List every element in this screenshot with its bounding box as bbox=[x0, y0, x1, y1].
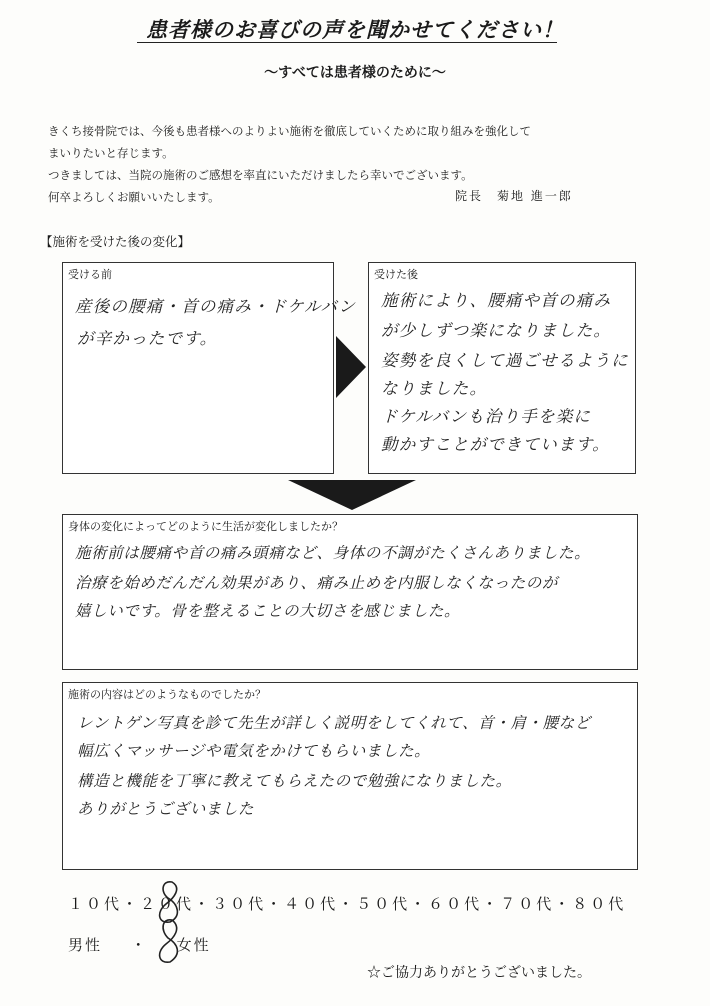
age-option[interactable]: ５０代 bbox=[356, 895, 411, 913]
thanks-message: ☆ご協力ありがとうございました。 bbox=[367, 965, 591, 981]
question-2-label: 施術の内容はどのようなものでしたか？ bbox=[68, 688, 266, 701]
intro-line: きくち接骨院では、今後も患者様へのよりよい施術を徹底していくために取り組みを強化して bbox=[48, 124, 531, 138]
director-signature: 院長 菊地 進一郎 bbox=[455, 189, 573, 203]
gender-selection-circle-icon bbox=[150, 916, 190, 966]
after-line: 姿勢を良くして過ごせるように bbox=[381, 351, 629, 370]
after-box bbox=[368, 262, 636, 474]
separator: ・ bbox=[554, 895, 573, 913]
intro-line: 何卒よろしくお願いいたします。 bbox=[48, 190, 220, 204]
age-option[interactable]: ８０代 bbox=[572, 895, 627, 913]
before-label: 受ける前 bbox=[68, 268, 112, 281]
arrow-down-icon bbox=[288, 480, 416, 510]
intro-line: つきましては、当院の施術のご感想を率直にいただけましたら幸いでございます。 bbox=[48, 168, 473, 182]
age-option[interactable]: ７０代 bbox=[500, 895, 555, 913]
age-option-selected[interactable]: ２０代 bbox=[140, 895, 195, 913]
gender-male[interactable]: 男性 bbox=[68, 936, 103, 954]
age-option[interactable]: １０代 bbox=[68, 895, 123, 913]
after-label: 受けた後 bbox=[374, 268, 418, 281]
answer-2-line: レントゲン写真を診て先生が詳しく説明をしてくれて、首・肩・腰など bbox=[77, 714, 591, 732]
after-line: なりました。 bbox=[381, 379, 488, 398]
separator: ・ bbox=[266, 895, 285, 913]
before-line: が辛かったです。 bbox=[77, 329, 218, 348]
page-title: 患者様のお喜びの声を聞かせてください！ bbox=[146, 18, 564, 42]
separator: ・ bbox=[410, 895, 429, 913]
arrow-right-icon bbox=[336, 336, 366, 398]
after-line: 施術により、腰痛や首の痛み bbox=[381, 291, 612, 310]
gender-female-selected[interactable]: 女性 bbox=[176, 936, 211, 954]
question-1-label: 身体の変化によってどのように生活が変化しましたか？ bbox=[68, 520, 343, 533]
answer-1-line: 治療を始めだんだん効果があり、痛み止めを内服しなくなったのが bbox=[75, 574, 559, 592]
intro-line: まいりたいと存じます。 bbox=[48, 146, 174, 160]
separator: ・ bbox=[130, 936, 148, 954]
after-line: 動かすことができています。 bbox=[381, 435, 610, 454]
separator: ・ bbox=[194, 895, 213, 913]
answer-2-line: ありがとうございました bbox=[77, 800, 255, 818]
separator: ・ bbox=[122, 895, 141, 913]
intro-text bbox=[48, 120, 668, 208]
page-subtitle: ～すべては患者様のために～ bbox=[264, 65, 446, 81]
question-1-box bbox=[62, 514, 638, 670]
answer-2-line: 幅広くマッサージや電気をかけてもらいました。 bbox=[77, 742, 431, 760]
before-box bbox=[62, 262, 356, 474]
title-underline bbox=[137, 42, 557, 43]
age-option[interactable]: ６０代 bbox=[428, 895, 483, 913]
answer-1-line: 施術前は腰痛や首の痛み頭痛など、身体の不調がたくさんありました。 bbox=[75, 544, 591, 562]
age-option[interactable]: ４０代 bbox=[284, 895, 339, 913]
after-line: が少しずつ楽になりました。 bbox=[381, 321, 612, 340]
question-2-box bbox=[62, 682, 638, 870]
answer-1-line: 嬉しいです。骨を整えることの大切さを感じました。 bbox=[75, 602, 461, 620]
answer-2-line: 構造と機能を丁寧に教えてもらえたので勉強になりました。 bbox=[77, 772, 512, 790]
separator: ・ bbox=[338, 895, 357, 913]
section-title: 【施術を受けた後の変化】 bbox=[40, 234, 191, 249]
before-line: 産後の腰痛・首の痛み・ドケルバン bbox=[75, 297, 356, 316]
after-line: ドケルバンも治り手を楽に bbox=[381, 407, 592, 426]
separator: ・ bbox=[482, 895, 501, 913]
age-option[interactable]: ３０代 bbox=[212, 895, 267, 913]
